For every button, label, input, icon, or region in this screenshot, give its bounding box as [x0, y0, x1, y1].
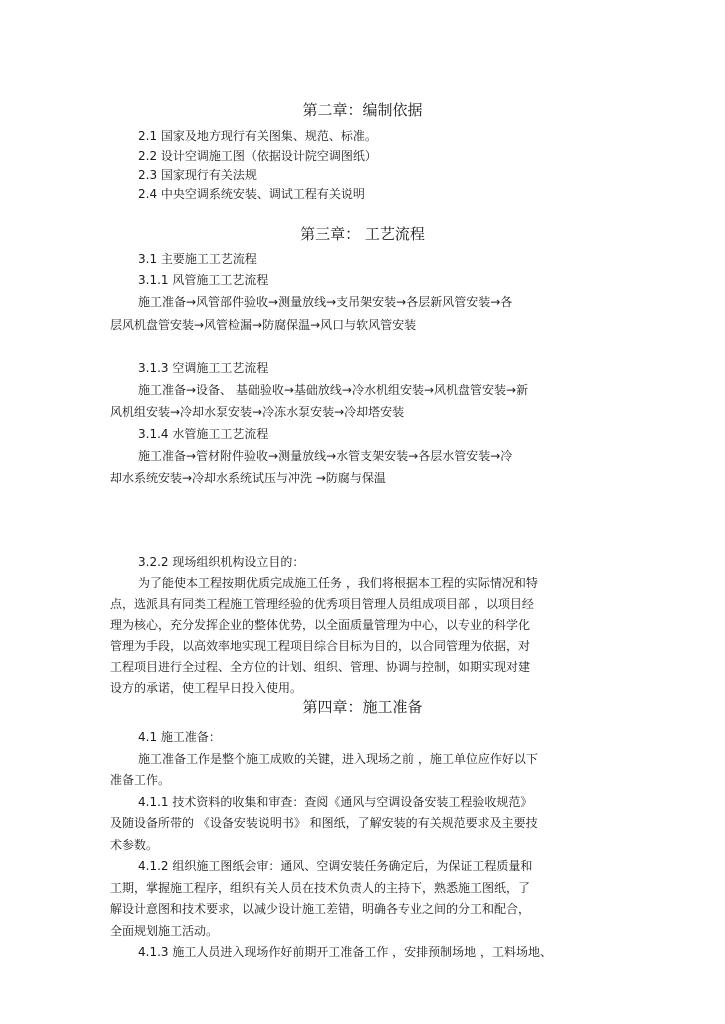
flow-ac-line2: 风机组安装→冷却水泵安装→冷冻水泵安装→冷却塔安装: [110, 405, 405, 419]
section-3-2-2: 3.2.2 现场组织机构设立目的：: [138, 555, 305, 569]
flow-pipe-line2: 却水系统安装→冷却水系统试压与冲洗 →防腐与保温: [110, 471, 386, 485]
chapter2-title: 第二章：编制依据: [302, 101, 423, 119]
para-4-1-2-line3: 解设计意图和技术要求，以减少设计施工差错，明确各专业之间的分工和配合，: [110, 902, 531, 916]
item-2-3: 2.3 国家现行有关法规: [138, 168, 257, 182]
flow-ac-line1: 施工准备→设备、 基础验收→基础放线→冷水机组安装→风机盘管安装→新: [138, 383, 529, 397]
chapter4-title: 第四章：施工准备: [302, 698, 423, 716]
section-3-1: 3.1 主要施工工艺流程: [138, 252, 257, 266]
section-3-1-1: 3.1.1 风管施工工艺流程: [138, 273, 269, 287]
flow-duct-line2: 层风机盘管安装→风管检漏→防腐保温→风口与软风管安装: [110, 318, 417, 332]
para-4-1-3-line1: 4.1.3 施工人员进入现场作好前期开工准备工作 ，安排预制场地 ，工料场地、: [138, 945, 552, 959]
flow-duct-line1: 施工准备→风管部件验收→测量放线→支吊架安装→各层新风管安装→各: [138, 295, 513, 309]
item-2-2: 2.2 设计空调施工图（依据设计院空调图纸）: [138, 149, 377, 163]
flow-pipe-line1: 施工准备→管材附件验收→测量放线→水管支架安装→各层水管安装→冷: [138, 449, 513, 463]
para-prep-line2: 准备工作。: [110, 773, 171, 787]
para-4-1-1-line3: 术参数。: [110, 838, 159, 852]
chapter3-title: 第三章： 工艺流程: [300, 225, 425, 243]
item-2-1: 2.1 国家及地方现行有关图集、规范、标准。: [138, 129, 377, 143]
para-4-1-2-line4: 全面规划施工活动。: [110, 924, 219, 938]
section-3-1-4: 3.1.4 水管施工工艺流程: [138, 427, 269, 441]
para-prep-line1: 施工准备工作是整个施工成败的关键，进入现场之前 ，施工单位应作好以下: [138, 752, 538, 766]
para-4-1-2-line2: 工期，掌握施工程序，组织有关人员在技术负责人的主持下，熟悉施工图纸，了: [110, 881, 531, 895]
section-3-1-3: 3.1.3 空调施工工艺流程: [138, 361, 269, 375]
para-org-line5: 工程项目进行全过程、全方位的计划、组织、管理、协调与控制，如期实现对建: [110, 660, 531, 674]
section-4-1: 4.1 施工准备：: [138, 730, 221, 744]
para-org-line1: 为了能使本工程按期优质完成施工任务 ，我们将根据本工程的实际情况和特: [138, 576, 538, 590]
para-4-1-1-line2: 及随设备所带的 《设备安装说明书》 和图纸，了解安装的有关规范要求及主要技: [110, 816, 538, 830]
para-org-line6: 设方的承诺，使工程早日投入使用。: [110, 681, 303, 695]
para-org-line3: 理为核心，充分发挥企业的整体优势，以全面质量管理为中心，以专业的科学化: [110, 618, 531, 632]
para-org-line4: 管理为手段，以高效率地实现工程项目综合目标为目的，以合同管理为依据，对: [110, 639, 531, 653]
item-2-4: 2.4 中央空调系统安装、调试工程有关说明: [138, 187, 365, 201]
para-4-1-1-line1: 4.1.1 技术资料的收集和审查：查阅《通风与空调设备安装工程验收规范》: [138, 795, 533, 809]
para-org-line2: 点，选派具有同类工程施工管理经验的优秀项目管理人员组成项目部 ，以项目经: [110, 597, 534, 611]
para-4-1-2-line1: 4.1.2 组织施工图纸会审：通风、空调安装任务确定后，为保证工程质量和: [138, 859, 533, 873]
